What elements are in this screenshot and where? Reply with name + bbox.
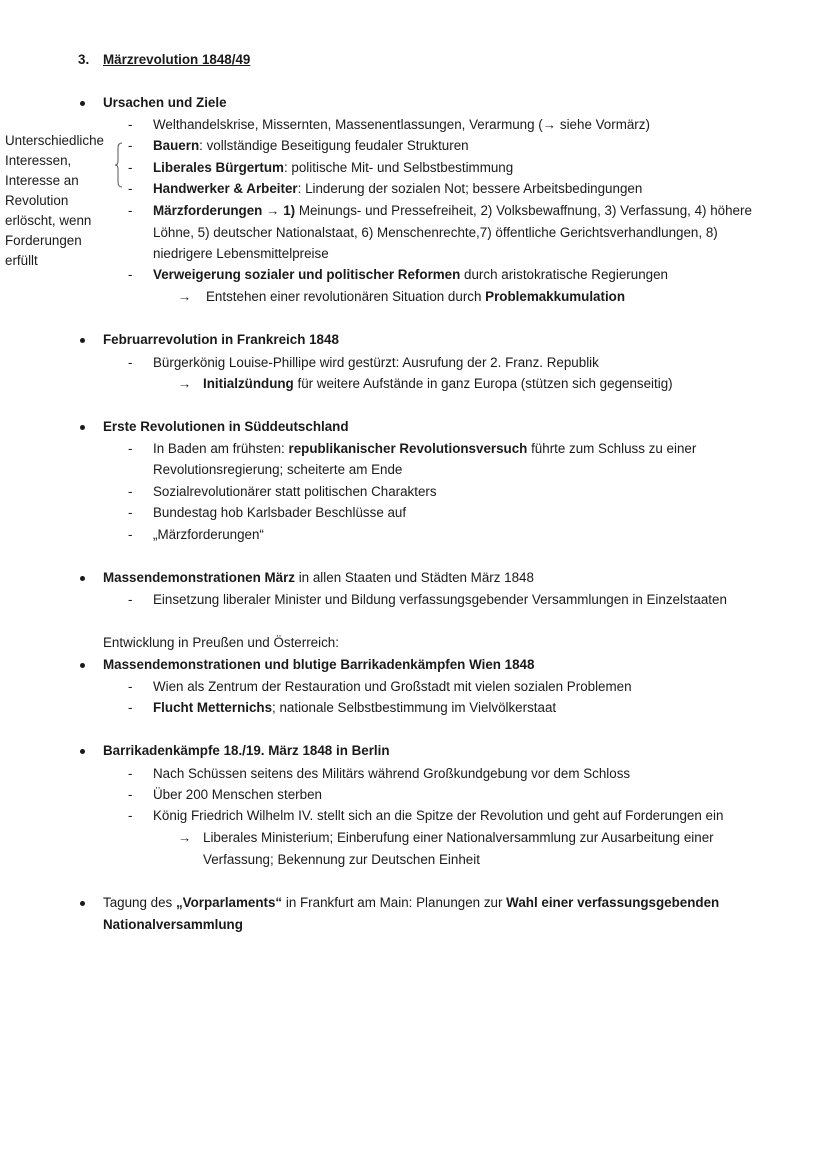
dash-icon: - bbox=[128, 203, 133, 218]
section-title: Tagung des „Vorparlaments“ in Frankfurt am Main: Planungen zur Wahl einer verfassungsgebenden bbox=[103, 895, 720, 910]
arrow-icon: → bbox=[178, 289, 192, 304]
bullet-icon bbox=[80, 749, 85, 754]
dash-icon: - bbox=[128, 808, 133, 823]
dash-icon: - bbox=[128, 160, 133, 175]
conclusion: Entstehen einer revolutionären Situation durch Problemakkumulation bbox=[206, 289, 626, 304]
bullet-icon bbox=[80, 901, 85, 906]
list-item-continuation: Löhne, 5) deutscher Nationalstaat, 6) Menschenrechte,7) öffentliche Gerichtsverhandlungen, 8) bbox=[153, 225, 718, 240]
list-item: Einsetzung liberaler Minister und Bildung verfassungsgebender Versammlungen in Einzelstaaten bbox=[153, 592, 727, 607]
bullet-icon bbox=[80, 576, 85, 581]
side-note-line: Unterschiedliche bbox=[5, 133, 104, 148]
heading-number: 3. bbox=[78, 52, 90, 67]
list-item: Wien als Zentrum der Restauration und Großstadt mit vielen sozialen Problemen bbox=[153, 679, 632, 694]
section-title: Februarrevolution in Frankreich 1848 bbox=[103, 332, 339, 347]
dash-icon: - bbox=[128, 787, 133, 802]
side-note-line: Forderungen bbox=[5, 233, 82, 248]
section-title: Barrikadenkämpfe 18./19. März 1848 in Berlin bbox=[103, 743, 390, 758]
subheading: Entwicklung in Preußen und Österreich: bbox=[103, 635, 339, 650]
list-item: Bürgerkönig Louise-Phillipe wird gestürzt: Ausrufung der 2. Franz. Republik bbox=[153, 355, 599, 370]
list-item: König Friedrich Wilhelm IV. stellt sich an die Spitze der Revolution und geht auf Forderungen ein bbox=[153, 808, 724, 823]
dash-icon: - bbox=[128, 117, 133, 132]
dash-icon: - bbox=[128, 505, 133, 520]
dash-icon: - bbox=[128, 138, 133, 153]
dash-icon: - bbox=[128, 484, 133, 499]
list-item: Liberales Bürgertum: politische Mit- und Selbstbestimmung bbox=[153, 160, 514, 175]
list-item-continuation: Revolutionsregierung; scheiterte am Ende bbox=[153, 462, 403, 477]
dash-icon: - bbox=[128, 527, 133, 542]
list-item: Sozialrevolutionärer statt politischen Charakters bbox=[153, 484, 437, 499]
side-note-line: Interesse an bbox=[5, 173, 79, 188]
list-item: Flucht Metternichs; nationale Selbstbestimmung im Vielvölkerstaat bbox=[153, 700, 557, 715]
list-item: In Baden am frühsten: republikanischer Revolutionsversuch führte zum Schluss zu einer bbox=[153, 441, 697, 456]
list-item: „Märzforderungen“ bbox=[153, 527, 264, 542]
list-item: Verweigerung sozialer und politischer Reformen durch aristokratische Regierungen bbox=[153, 267, 668, 282]
list-item: Über 200 Menschen sterben bbox=[153, 787, 322, 802]
section-title: Massendemonstrationen März in allen Staaten und Städten März 1848 bbox=[103, 570, 534, 585]
dash-icon: - bbox=[128, 267, 133, 282]
side-note-line: Revolution bbox=[5, 193, 69, 208]
section-title: Erste Revolutionen in Süddeutschland bbox=[103, 419, 349, 434]
dash-icon: - bbox=[128, 679, 133, 694]
section-title: Ursachen und Ziele bbox=[103, 95, 227, 110]
bullet-icon bbox=[80, 338, 85, 343]
dash-icon: - bbox=[128, 355, 133, 370]
dash-icon: - bbox=[128, 700, 133, 715]
conclusion: Initialzündung für weitere Aufstände in ganz Europa (stützen sich gegenseitig) bbox=[203, 376, 673, 391]
page-title: Märzrevolution 1848/49 bbox=[103, 52, 251, 67]
bullet-icon bbox=[80, 425, 85, 430]
conclusion: Liberales Ministerium; Einberufung einer Nationalversammlung zur Ausarbeitung einer bbox=[203, 830, 714, 845]
side-note-line: Interessen, bbox=[5, 153, 72, 168]
arrow-icon: → bbox=[542, 117, 557, 132]
arrow-icon: → bbox=[178, 830, 192, 845]
arrow-icon: → bbox=[178, 376, 192, 391]
list-item: Bauern: vollständige Beseitigung feudaler Strukturen bbox=[153, 138, 469, 153]
dash-icon: - bbox=[128, 766, 133, 781]
list-item: Handwerker & Arbeiter: Linderung der sozialen Not; bessere Arbeitsbedingungen bbox=[153, 181, 643, 196]
dash-icon: - bbox=[128, 592, 133, 607]
side-note-line: erfüllt bbox=[5, 253, 38, 268]
bullet-icon bbox=[80, 663, 85, 668]
list-item: Bundestag hob Karlsbader Beschlüsse auf bbox=[153, 505, 407, 520]
list-item-continuation: niedrigere Lebensmittelpreise bbox=[153, 246, 329, 261]
conclusion-continuation: Verfassung; Bekennung zur Deutschen Einheit bbox=[203, 852, 480, 867]
list-item: Märzforderungen → 1) Meinungs- und Pressefreiheit, 2) Volksbewaffnung, 3) Verfassung, 4) höhere bbox=[153, 203, 752, 218]
list-item: Nach Schüssen seitens des Militärs während Großkundgebung vor dem Schloss bbox=[153, 766, 631, 781]
curly-brace-icon bbox=[115, 142, 123, 188]
list-item: Welthandelskrise, Missernten, Massenentlassungen, Verarmung (→ siehe Vormärz) bbox=[153, 117, 650, 132]
bullet-icon bbox=[80, 101, 85, 106]
dash-icon: - bbox=[128, 441, 133, 456]
side-note bbox=[5, 131, 113, 271]
dash-icon: - bbox=[128, 181, 133, 196]
side-note-line: erlöscht, wenn bbox=[5, 213, 92, 228]
section-title-continuation: Nationalversammlung bbox=[103, 917, 243, 932]
section-title: Massendemonstrationen und blutige Barrikadenkämpfen Wien 1848 bbox=[103, 657, 535, 672]
